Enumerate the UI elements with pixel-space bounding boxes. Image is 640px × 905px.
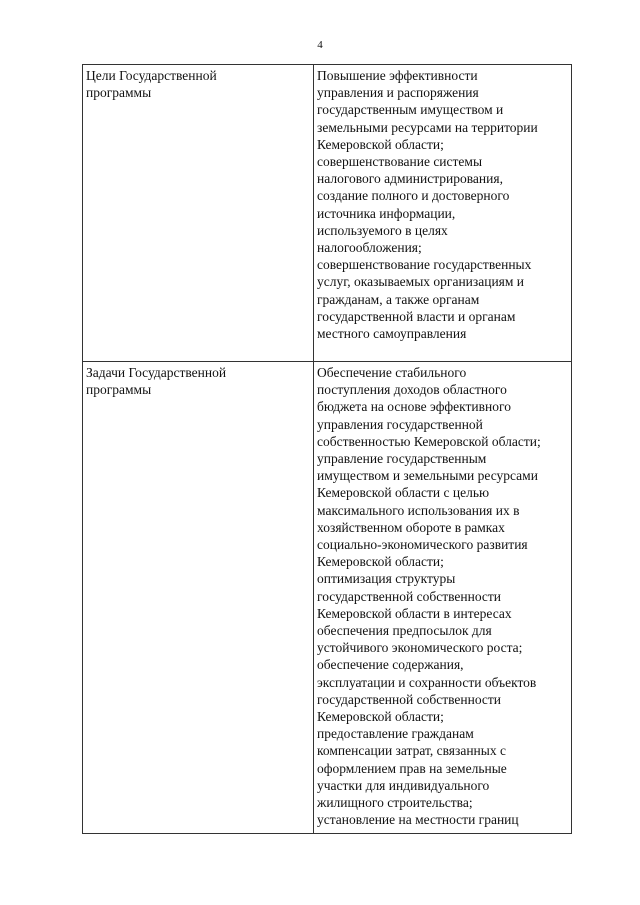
goals-content-line: государственным имуществом и [317, 102, 504, 118]
goals-label-line: Цели Государственной [86, 68, 217, 83]
goals-content-line: услуг, оказываемых организациям и [317, 274, 525, 290]
goals-content-line: создание полного и достоверного [317, 188, 510, 204]
page-number: 4 [317, 39, 323, 51]
program-passport-table [82, 64, 572, 834]
tasks-content-line: Кемеровской области; [317, 554, 444, 570]
tasks-content-line: установление на местности границ [317, 812, 519, 828]
goals-content-line: Кемеровской области; [317, 136, 444, 152]
tasks-content-line: максимального использования их в [317, 502, 520, 518]
tasks-content-line: компенсации затрат, связанных с [317, 743, 506, 759]
tasks-content-line: эксплуатации и сохранности объектов [317, 674, 537, 690]
tasks-content-line: хозяйственном обороте в рамках [317, 519, 505, 535]
tasks-content-line: Кемеровской области; [317, 709, 444, 725]
goals-content-line: используемого в целях [317, 222, 448, 238]
tasks-content-line: бюджета на основе эффективного [317, 399, 511, 415]
tasks-content-line: обеспечения предпосылок для [317, 623, 492, 639]
goals-content-line: управления и распоряжения [317, 85, 479, 101]
goals-content-line: государственной власти и органам [317, 308, 516, 324]
goals-content-line: налогового администрирования, [317, 171, 503, 187]
goals-content-line: совершенствование системы [317, 154, 483, 170]
tasks-content-line: собственностью Кемеровской области; [317, 433, 541, 449]
tasks-content-line: управления государственной [317, 416, 483, 432]
tasks-content-line: Кемеровской области с целью [317, 485, 490, 501]
tasks-content-line: жилищного строительства; [317, 795, 473, 811]
goals-label-line: программы [86, 85, 152, 101]
table-row-goals [83, 65, 572, 362]
tasks-content-line: поступления доходов областного [317, 382, 507, 398]
tasks-content-line: социально-экономического развития [317, 537, 528, 553]
tasks-content-line: устойчивого экономического роста; [317, 640, 523, 656]
goals-content-line: Повышение эффективности [317, 68, 478, 83]
tasks-content-line: имуществом и земельными ресурсами [317, 468, 538, 484]
goals-content-line: гражданам, а также органам [317, 291, 480, 307]
tasks-label-line: Задачи Государственной [86, 365, 227, 380]
tasks-content-line: Обеспечение стабильного [317, 365, 467, 380]
tasks-label-cell [83, 362, 314, 834]
goals-content-cell [314, 65, 572, 362]
goals-label-cell [83, 65, 314, 362]
goals-content-line: местного самоуправления [317, 326, 467, 342]
tasks-content-line: управление государственным [317, 451, 487, 467]
tasks-label-line: программы [86, 382, 152, 398]
tasks-content-line: участки для индивидуального [317, 777, 490, 793]
tasks-content-line: предоставление гражданам [317, 726, 474, 742]
goals-content-line: источника информации, [317, 205, 456, 221]
goals-content-line: земельными ресурсами на территории [317, 119, 538, 135]
tasks-content-line: государственной собственности [317, 588, 502, 604]
tasks-content-cell [314, 362, 572, 834]
tasks-content-line: оптимизация структуры [317, 571, 456, 587]
goals-content-line: совершенствование государственных [317, 257, 532, 273]
table-row-tasks [83, 362, 572, 834]
tasks-content-line: оформлением прав на земельные [317, 760, 507, 776]
goals-content-line: налогообложения; [317, 240, 422, 256]
tasks-content-line: Кемеровской области в интересах [317, 605, 512, 621]
tasks-content-line: государственной собственности [317, 691, 502, 707]
tasks-content-line: обеспечение содержания, [317, 657, 464, 673]
